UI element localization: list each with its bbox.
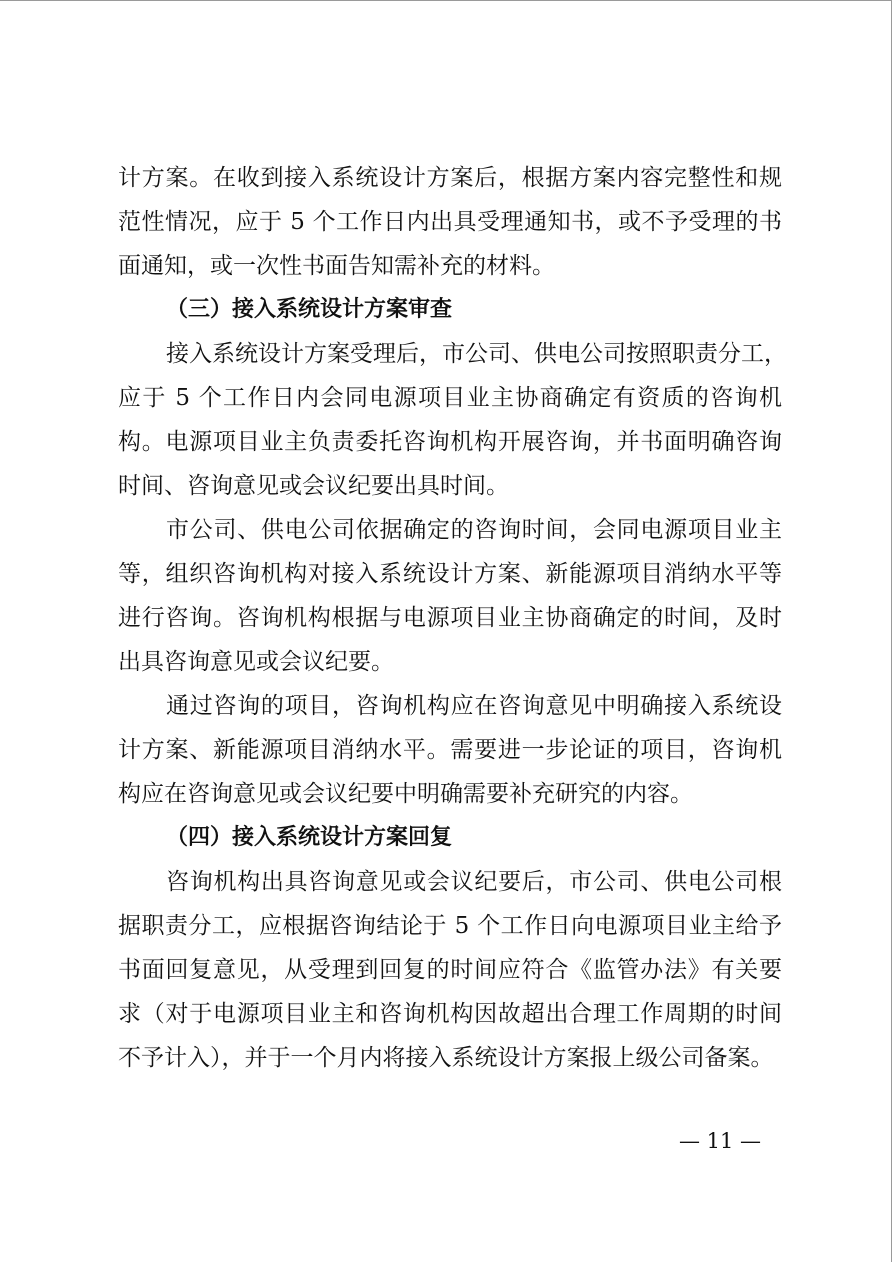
text-line: 计方案。在收到接入系统设计方案后，根据方案内容完整性和规 <box>118 165 782 191</box>
text-line: 构应在咨询意见或会议纪要中明确需要补充研究的内容。 <box>118 781 693 807</box>
text-line: 等，组织咨询机构对接入系统设计方案、新能源项目消纳水平等 <box>118 561 782 587</box>
text-line: 市公司、供电公司依据确定的咨询时间，会同电源项目业主 <box>166 517 782 543</box>
section-heading-4: （四）接入系统设计方案回复 <box>166 825 453 850</box>
text-line: 不予计入），并于一个月内将接入系统设计方案报上级公司备案。 <box>118 1045 774 1071</box>
body-text <box>118 156 787 1080</box>
text-line: 应于 5 个工作日内会同电源项目业主协商确定有资质的咨询机 <box>118 385 782 411</box>
text-line: 面通知，或一次性书面告知需补充的材料。 <box>118 253 555 279</box>
text-line: 时间、咨询意见或会议纪要出具时间。 <box>118 473 509 499</box>
text-line: 咨询机构出具咨询意见或会议纪要后，市公司、供电公司根 <box>166 869 782 895</box>
text-line: 范性情况，应于 5 个工作日内出具受理通知书，或不予受理的书 <box>118 209 782 235</box>
section-heading-3: （三）接入系统设计方案审查 <box>166 297 453 322</box>
text-line: 接入系统设计方案受理后，市公司、供电公司按照职责分工， <box>166 341 787 367</box>
text-line: 书面回复意见，从受理到回复的时间应符合《监管办法》有关要 <box>118 957 782 983</box>
page-number: — 11 — <box>678 1129 762 1153</box>
text-line: 计方案、新能源项目消纳水平。需要进一步论证的项目，咨询机 <box>118 737 782 763</box>
text-line: 据职责分工，应根据咨询结论于 5 个工作日向电源项目业主给予 <box>118 913 782 939</box>
text-line: 进行咨询。咨询机构根据与电源项目业主协商确定的时间，及时 <box>118 605 782 631</box>
text-line: 构。电源项目业主负责委托咨询机构开展咨询，并书面明确咨询 <box>118 429 782 455</box>
text-line: 通过咨询的项目，咨询机构应在咨询意见中明确接入系统设 <box>166 693 782 719</box>
text-line: 出具咨询意见或会议纪要。 <box>118 649 394 675</box>
text-line: 求（对于电源项目业主和咨询机构因故超出合理工作周期的时间 <box>118 1001 782 1027</box>
